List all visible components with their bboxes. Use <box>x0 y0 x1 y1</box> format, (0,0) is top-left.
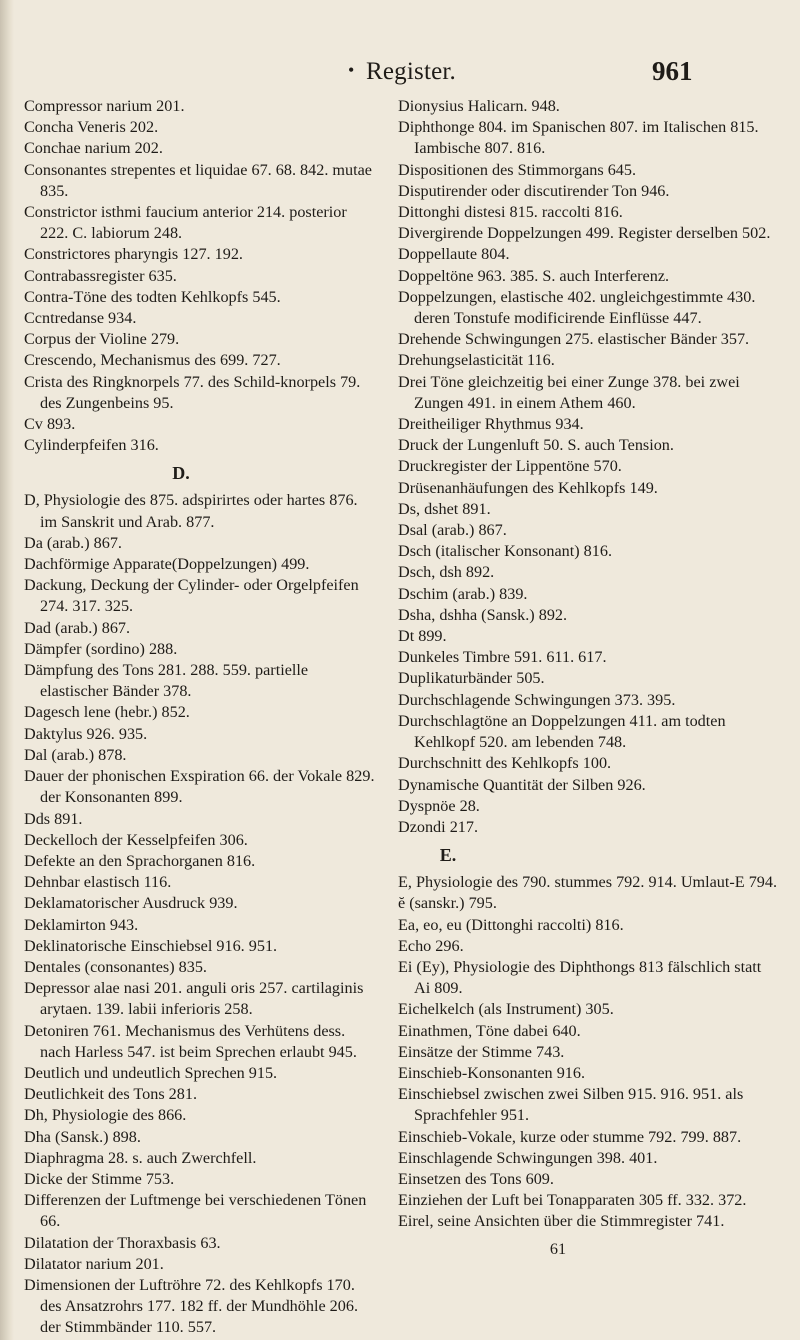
index-entry: Depressor alae nasi 201. anguli oris 257. cartilaginis arytaen. 139. labii inferioris 258. <box>24 979 364 1019</box>
index-entry: D, Physiologie des 875. adspirirtes oder hartes 876. im Sanskrit und Arab. 877. <box>24 491 358 531</box>
index-entry: Daktylus 926. 935. <box>24 724 148 743</box>
index-entry: Duplikaturbänder 505. <box>398 669 545 688</box>
index-entry: Crescendo, Mechanismus des 699. 727. <box>24 351 281 370</box>
index-entry: Dilatation der Thoraxbasis 63. <box>24 1233 221 1252</box>
index-entry: Dad (arab.) 867. <box>24 618 131 637</box>
index-entry: Dunkeles Timbre 591. 611. 617. <box>398 648 607 667</box>
index-entry: Echo 296. <box>398 936 464 955</box>
index-entry: Einschieb-Vokale, kurze oder stumme 792. 799. 887. <box>398 1127 742 1146</box>
index-entry: Eirel, seine Ansichten über die Stimmregister 741. <box>398 1212 725 1231</box>
index-entry: Dehnbar elastisch 116. <box>24 873 172 892</box>
bullet-icon: • <box>348 60 355 80</box>
index-entry: Dionysius Halicarn. 948. <box>398 97 560 115</box>
running-head <box>0 58 800 92</box>
index-entry: Diphthonge 804. im Spanischen 807. im Italischen 815. Iambische 807. 816. <box>398 118 759 158</box>
index-entry: Conchae narium 202. <box>24 139 163 158</box>
index-entry: Disputirender oder discutirender Ton 946. <box>398 181 670 200</box>
index-entry: Deutlich und undeutlich Sprechen 915. <box>24 1063 278 1082</box>
index-entry: Drehungselasticität 116. <box>398 351 555 370</box>
index-entry: Constrictores pharyngis 127. 192. <box>24 245 243 264</box>
index-entry: Durchschlagtöne an Doppelzungen 411. am todten Kehlkopf 520. am lebenden 748. <box>398 711 726 752</box>
index-entry: Doppellaute 804. <box>398 245 510 264</box>
index-entry: Dittonghi distesi 815. raccolti 816. <box>398 203 623 222</box>
section-letter-heading: D. <box>172 463 190 484</box>
index-entry: ĕ (sanskr.) 795. <box>398 894 497 913</box>
index-entry: Dynamische Quantität der Silben 926. <box>398 775 646 794</box>
index-entry: Ds, dshet 891. <box>398 499 491 518</box>
index-entry: Contra-Töne des todten Kehlkopfs 545. <box>24 287 281 306</box>
index-entry: Einschiebsel zwischen zwei Silben 915. 916. 951. als Sprachfehler 951. <box>398 1085 744 1125</box>
page-number: 961 <box>652 56 693 86</box>
index-entry: E, Physiologie des 790. stummes 792. 914. Umlaut-E 794. <box>398 873 778 892</box>
index-entry: Dzondi 217. <box>398 817 479 836</box>
index-entry: Deklamatorischer Ausdruck 939. <box>24 894 238 913</box>
index-entry: Deckelloch der Kesselpfeifen 306. <box>24 830 248 849</box>
index-entry: Einathmen, Töne dabei 640. <box>398 1021 581 1040</box>
index-entry: Drehende Schwingungen 275. elastischer Bänder 357. <box>398 330 750 349</box>
index-entry: Dsch, dsh 892. <box>398 563 495 582</box>
index-entry: Dschim (arab.) 839. <box>398 584 528 603</box>
index-entry: Compressor narium 201. <box>24 97 185 115</box>
index-entry: Deklamirton 943. <box>24 915 139 934</box>
index-entry: Ea, eo, eu (Dittonghi raccolti) 816. <box>398 915 624 934</box>
index-entry: Cv 893. <box>24 415 76 434</box>
index-entry: Dimensionen der Luftröhre 72. des Kehlkopfs 170. des Ansatzrohrs 177. 182 ff. der Mundhöhle 206. der Stimmbänder 110. 557. <box>24 1275 359 1337</box>
index-entry: Einsätze der Stimme 743. <box>398 1042 565 1061</box>
index-entry: Detoniren 761. Mechanismus des Verhütens dess. nach Harless 547. ist beim Sprechen erlaubt 945. <box>24 1021 357 1061</box>
index-entry: Divergirende Doppelzungen 499. Register derselben 502. <box>398 224 771 243</box>
index-entry: Contrabassregister 635. <box>24 266 177 285</box>
index-entry: Dh, Physiologie des 866. <box>24 1106 187 1125</box>
index-entry: Durchschnitt des Kehlkopfs 100. <box>398 754 612 773</box>
index-entry: Einschieb-Konsonanten 916. <box>398 1063 586 1082</box>
index-entry: Drei Töne gleichzeitig bei einer Zunge 378. bei zwei Zungen 491. in einem Athem 460. <box>398 372 740 412</box>
index-entry: Consonantes strepentes et liquidae 67. 68. 842. mutae 835. <box>24 160 372 200</box>
page-gutter-shadow <box>0 0 14 1340</box>
index-entry: Constrictor isthmi faucium anterior 214. posterior 222. C. labiorum 248. <box>24 203 347 243</box>
index-entry: Einsetzen des Tons 609. <box>398 1169 554 1188</box>
index-entry: Druck der Lungenluft 50. S. auch Tension. <box>398 436 674 455</box>
index-entry: Dagesch lene (hebr.) 852. <box>24 703 190 722</box>
index-entry: Dispositionen des Stimmorgans 645. <box>398 160 637 179</box>
index-entry: Dsal (arab.) 867. <box>398 521 507 540</box>
index-entry: Dyspnöe 28. <box>398 796 480 815</box>
section-letter-heading: E. <box>439 845 457 866</box>
index-entry: Dsha, dshha (Sansk.) 892. <box>398 605 568 624</box>
index-entry: Doppelzungen, elastische 402. ungleichgestimmte 430. deren Tonstufe modificirende Einflüsse 447. <box>398 287 756 328</box>
index-entry: Einschlagende Schwingungen 398. 401. <box>398 1148 658 1167</box>
index-entry: Diaphragma 28. s. auch Zwerchfell. <box>24 1148 257 1167</box>
index-entry: Eichelkelch (als Instrument) 305. <box>398 1000 614 1019</box>
index-entry: Deklinatorische Einschiebsel 916. 951. <box>24 936 278 955</box>
index-entry: Cylinderpfeifen 316. <box>24 436 159 455</box>
index-entry: Dämpfung des Tons 281. 288. 559. partielle elastischer Bänder 378. <box>24 661 309 701</box>
index-entry: Dilatator narium 201. <box>24 1254 164 1273</box>
index-entry: Dds 891. <box>24 809 83 828</box>
index-entry: Ccntredanse 934. <box>24 309 137 328</box>
index-entry: Deutlichkeit des Tons 281. <box>24 1085 198 1104</box>
index-entry: Da (arab.) 867. <box>24 533 122 552</box>
index-entry: Dt 899. <box>398 627 447 646</box>
index-entry: Doppeltöne 963. 385. S. auch Interferenz. <box>398 266 670 285</box>
index-entry: Crista des Ringknorpels 77. des Schild-knorpels 79. des Zungenbeins 95. <box>24 372 361 412</box>
index-entry: Dentales (consonantes) 835. <box>24 957 207 976</box>
index-entry: Ei (Ey), Physiologie des Diphthongs 813 fälschlich statt Ai 809. <box>398 957 762 998</box>
index-entry: Druckregister der Lippentöne 570. <box>398 457 622 476</box>
index-entry: Dha (Sansk.) 898. <box>24 1127 141 1146</box>
index-entry: Concha Veneris 202. <box>24 118 159 137</box>
right-column <box>398 96 778 1260</box>
index-entry: Dämpfer (sordino) 288. <box>24 639 178 658</box>
index-entry: Dauer der phonischen Exspiration 66. der Vokale 829. der Konsonanten 899. <box>24 767 375 807</box>
index-entry: Dal (arab.) 878. <box>24 745 127 764</box>
page-title: Register. <box>366 58 456 85</box>
index-entry: Differenzen der Luftmenge bei verschiedenen Tönen 66. <box>24 1191 367 1231</box>
left-column <box>24 96 378 1339</box>
index-entry: Dsch (italischer Konsonant) 816. <box>398 542 612 561</box>
index-entry: Dreitheiliger Rhythmus 934. <box>398 415 584 434</box>
index-entry: Dachförmige Apparate(Doppelzungen) 499. <box>24 555 310 574</box>
index-entry: Drüsenanhäufungen des Kehlkopfs 149. <box>398 478 658 497</box>
index-entry: Dicke der Stimme 753. <box>24 1169 175 1188</box>
index-entry: Durchschlagende Schwingungen 373. 395. <box>398 690 676 709</box>
index-entry: Corpus der Violine 279. <box>24 330 180 349</box>
signature-mark: 61 <box>549 1239 567 1258</box>
index-entry: Dackung, Deckung der Cylinder- oder Orgelpfeifen 274. 317. 325. <box>24 576 359 616</box>
index-entry: Einziehen der Luft bei Tonapparaten 305 ff. 332. 372. <box>398 1191 747 1210</box>
index-entry: Defekte an den Sprachorganen 816. <box>24 851 256 870</box>
